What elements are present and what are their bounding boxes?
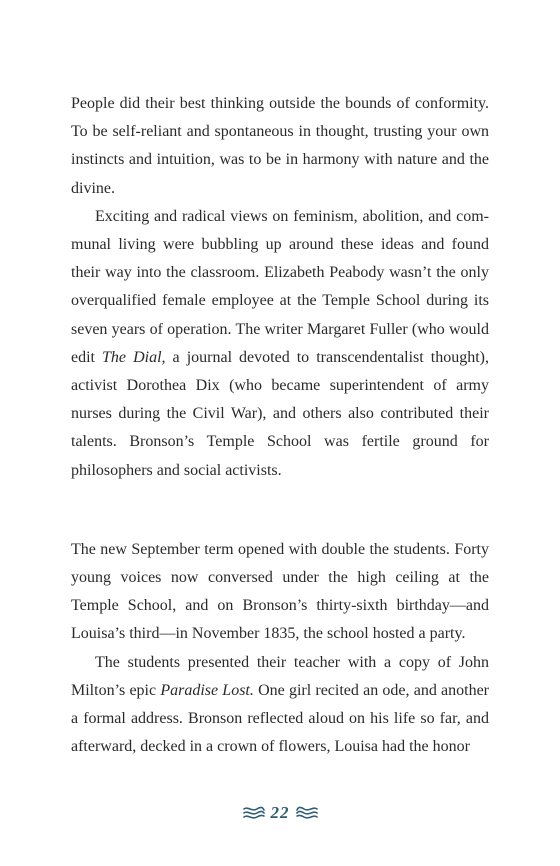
paragraph [71,649,489,762]
paragraph-text: a journal devoted to transcendentalist thought), activist Dorothea Dix (who became superintendent of army nurses during the Civil War), and others also contributed their talents. Bronson’s Temple School was fertile ground for philosophers and social activists. [71,348,489,479]
section-break [71,485,489,536]
page-footer [0,803,560,823]
paragraph-text: One girl recited an ode, and another a formal address. Bronson reflected aloud on his life so far, and afterward, decked in a crown of flowers, Louisa had the honor [71,681,490,756]
paragraph [71,203,489,485]
italic-title: Paradise Lost. [160,681,254,699]
wave-ornament-left-icon [243,806,265,820]
paragraph-text: The students presented their teacher with a copy of John Milton’s epic [71,653,489,699]
wave-ornament-right-icon [296,806,318,820]
paragraph: People did their best thinking outside the bounds of conformity. To be self-reliant and spontaneous in thought, trusting your own instincts and intuition, was to be in harmony with nature and the divine. [71,95,489,197]
paragraph: The new September term opened with double the students. Forty young voices now conversed under the high ceiling at the Temple School, and on Bronson’s thirty-sixth birthday—and Louisa’s third—in November 1835, the school hosted a party. [71,540,489,643]
page-body [71,90,489,761]
page-number: 22 [270,803,290,822]
paragraph-text: Exciting and radical views on feminism, abolition, and communal living were bubbling up around these ideas and found their way into the classroom. Elizabeth Peabody wasn’t the only overqualified female employee at the Temple School during its seven years of operation. The writer Margaret Fuller (who would edit [71,207,489,366]
italic-title: The Dial, [102,348,166,366]
